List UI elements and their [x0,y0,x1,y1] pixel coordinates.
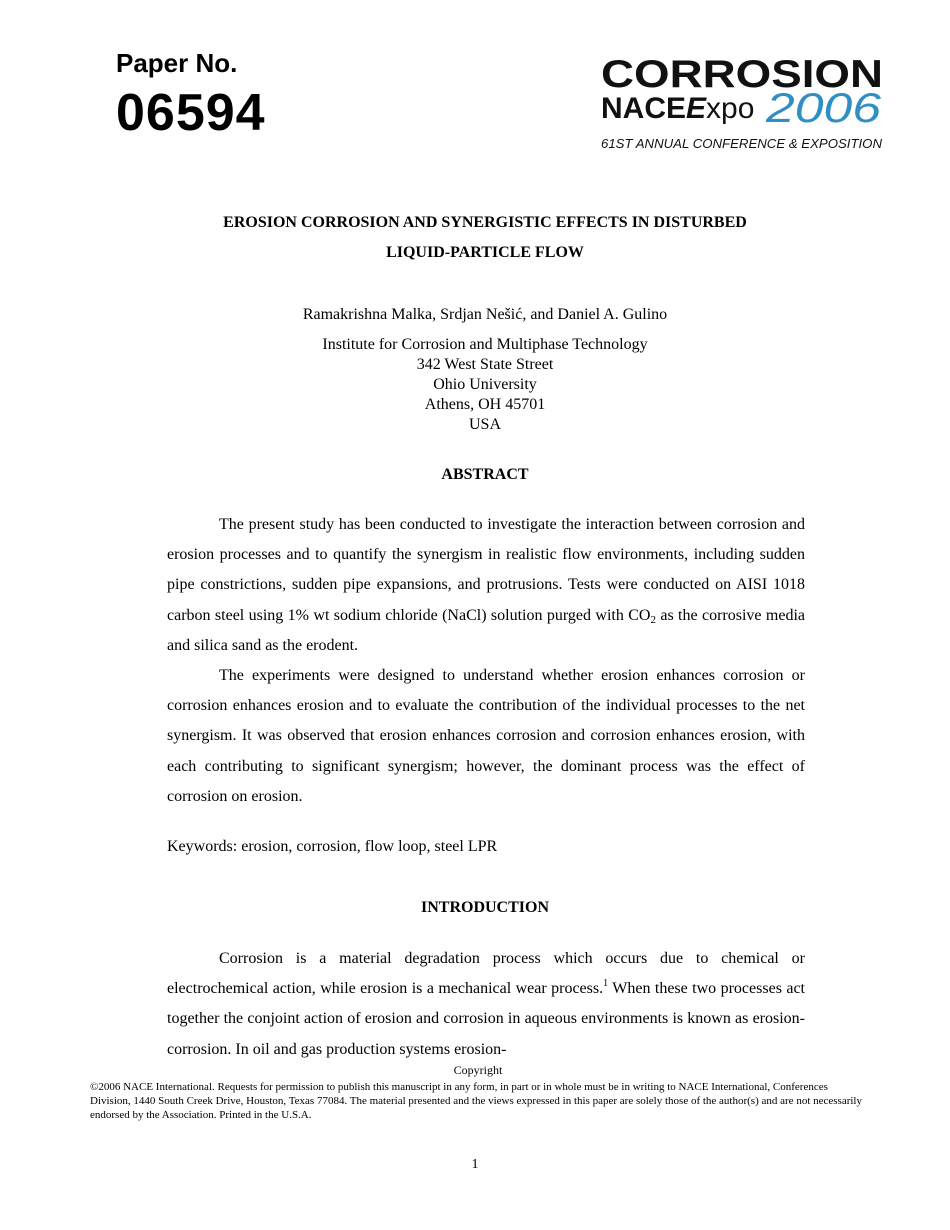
abstract-heading: ABSTRACT [441,466,529,483]
affiliation-street: 342 West State Street [416,356,554,373]
title-line-1: EROSION CORROSION AND SYNERGISTIC EFFECTS IN DISTURBED [223,214,747,231]
paper-number-label: Paper No. [116,48,238,78]
affiliation-university: Ohio University [433,376,537,393]
copyright-heading: Copyright [453,1063,503,1077]
affiliation-city: Athens, OH 45701 [424,396,546,413]
introduction-paragraph-1: Corrosion is a material degradation process which occurs due to chemical or electrochemical action, while erosion is a mechanical wear process.$^1$ When these two processes act together the conjoint action of erosion and corrosion in aqueous environments is known as erosion-corrosion. In oil and gas production systems erosion- [167,950,805,1058]
abstract-paragraph-2: The experiments were designed to understand whether erosion enhances corrosion or corrosion enhances erosion and to evaluate the contribution of the individual processes to the net synergism. It was observed that erosion enhances corrosion and corrosion enhances erosion, with each contributing to significant synergism; however, the dominant process was the effect of corrosion on erosion. [167,667,805,805]
paper-number: 06594 [116,84,266,142]
corrosion-nacexpo-2006-logo [600,56,885,154]
logo-corrosion-text: CORROSION [601,56,883,96]
copyright-notice: ©2006 NACE International. Requests for permission to publish this manuscript in any form, in part or in whole must be in writing to NACE International, Conferences Division, 1440 South Creek Drive, Houston, Texas 77084. The material presented and the views expressed in this paper are solely those of the author(s) and are not necessarily endorsed by the Association. Printed in the U.S.A. [90,1081,862,1121]
affiliation-institute: Institute for Corrosion and Multiphase Technology [322,336,648,353]
title-line-2: LIQUID-PARTICLE FLOW [386,244,584,261]
affiliation-country: USA [468,416,501,433]
logo-subtitle-text: 61ST ANNUAL CONFERENCE & EXPOSITION [601,137,884,151]
introduction-heading: INTRODUCTION [420,899,549,916]
logo-year-text: 2006 [764,84,882,131]
page-number: 1 [471,1157,479,1172]
authors: Ramakrishna Malka, Srdjan Nešić, and Daniel A. Gulino [302,306,668,323]
logo-nacexpo-text: NACEExpo [601,92,755,125]
keywords: Keywords: erosion, corrosion, flow loop, steel LPR [167,838,498,855]
abstract-paragraph-1: The present study has been conducted to investigate the interaction between corrosion and erosion processes and to quantify the synergism in realistic flow environments, including sudden pipe constrictions, sudden pipe expansions, and protrusions. Tests were conducted on AISI 1018 carbon steel using 1% wt sodium chloride (NaCl) solution purged with $CO_2$ as the corrosive media and silica sand as the erodent. [167,516,805,654]
